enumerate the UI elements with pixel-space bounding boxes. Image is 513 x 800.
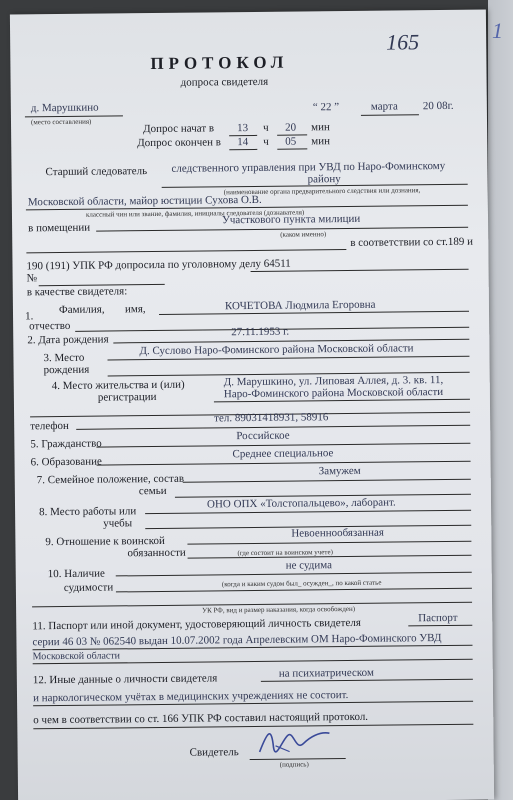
f10-label-a: 10. Наличие — [47, 567, 105, 581]
officer-label: Старший следователь — [45, 165, 148, 179]
end-minutes-unit: мин — [311, 135, 331, 148]
rank-caption: классный чин или звание, фамилия, инициалы следователя (дознавателя) — [85, 208, 305, 219]
place-value: д. Марушкино — [30, 101, 99, 115]
f4-value-line2: Наро-Фоминского района Московской области — [223, 385, 444, 401]
closing-text: о чем в соответствии со ст. 166 УПК РФ составил настоящий протокол. — [33, 710, 369, 727]
f1-value: КОЧЕТОВА Людмила Егоровна — [224, 298, 376, 313]
end-minutes: 05 — [285, 135, 297, 148]
page-number: 165 — [386, 29, 420, 55]
f3-value: Д. Суслово Наро-Фоминского района Московской области — [139, 342, 414, 358]
f7-underline — [183, 479, 471, 483]
f6-label: 6. Образование — [30, 455, 102, 469]
date-day: “ 22 ” — [312, 101, 340, 114]
f8-label-a: 8. Место работы или — [39, 505, 137, 519]
end-minutes-line — [277, 148, 307, 149]
f1-underline — [159, 311, 469, 315]
f12-line-2: и наркологическом учётах в медицинских учреждениях не состоит. — [32, 689, 349, 705]
f11-passport-line-2: Московской области — [32, 650, 121, 663]
f9-label-b: обязанности — [127, 546, 186, 560]
officer-org-line1: следственного управления при УВД по Наро-Фоминскому — [171, 159, 446, 175]
premises-caption: (каком именно) — [280, 230, 327, 239]
start-minutes-unit: мин — [311, 121, 330, 134]
f12-label: 12. Иные данные о личности свидетеля — [32, 672, 218, 687]
f6-underline — [97, 461, 471, 466]
premises-underline-2 — [26, 249, 346, 253]
end-hours-line — [229, 149, 257, 150]
f1-label-name: имя, — [124, 303, 146, 316]
start-minutes: 20 — [285, 121, 297, 134]
next-page-number: 1 — [492, 18, 503, 43]
place-caption: (место составления) — [30, 117, 92, 127]
f11-label: 11. Паспорт или иной документ, удостоверяющий личность свидетеля — [32, 616, 361, 633]
f11-underline — [408, 625, 472, 627]
f8-value: ОНО ОПХ «Толстопальцево», лаборант. — [206, 496, 396, 511]
f4-value-line1: Д. Марушкино, ул. Липовая Аллея, д. 3. кв. 11, — [223, 373, 444, 389]
f1-label-surname: Фамилия, — [58, 303, 105, 317]
protocol-page — [10, 10, 494, 800]
f10-underline-2 — [116, 588, 472, 593]
date-month-line — [361, 114, 419, 116]
f11-value: Паспорт — [418, 611, 458, 625]
f10-label-b: судимости — [63, 581, 114, 594]
document-subtitle: допроса свидетеля — [180, 75, 269, 89]
accordance-label: в соответствии со ст.189 и — [350, 235, 474, 249]
f1-number: 1. — [24, 310, 34, 323]
f1-label-patronymic: отчество — [29, 319, 71, 333]
signature-caption: (подпись) — [279, 760, 309, 769]
start-hours-unit: ч — [263, 121, 269, 134]
f12-value: на психиатрическом — [278, 666, 374, 680]
start-hours: 13 — [237, 122, 249, 135]
end-label: Допрос окончен в — [137, 136, 222, 150]
org-caption: (наименование органа предварительного следствия или дознания, — [223, 186, 421, 197]
officer-name-line: Московской области, майор юстиции Сухова О.В. — [27, 193, 262, 209]
date-month: марта — [370, 100, 398, 113]
f3-label-a: 3. Место — [43, 351, 85, 365]
officer-org-line2: району — [307, 173, 341, 186]
f5-value: Российское — [236, 429, 290, 443]
f7-label-a: 7. Семейное положение, состав — [36, 472, 185, 487]
f4-label-a: 4. Место жительства и (или) — [51, 378, 185, 393]
f10-caption: (когда и каким судом был_ осужден_, по какой статье — [221, 578, 382, 589]
f10-caption-2: УК РФ, вид и размер наказания, когда освобожден) — [202, 604, 356, 615]
date-year: 20 08г. — [422, 99, 454, 113]
article-line: 190 (191) УПК РФ допросила по уголовному делу 64511 — [26, 257, 291, 273]
f7-label-b: семьи — [138, 484, 167, 498]
f8-label-b: учебы — [103, 517, 133, 530]
f2-value: 27.11.1953 г. — [231, 325, 290, 339]
f9-label-a: 9. Отношение к воинской — [45, 534, 165, 549]
number-label: № — [26, 272, 38, 285]
premises-label: в помещении — [28, 221, 91, 235]
f9-caption: (где состоит на воинском учете) — [237, 548, 333, 558]
witness-label: Свидетель — [189, 746, 239, 759]
phone-value: тел. 89031418931, 58916 — [214, 411, 329, 425]
f4-label-b: регистрации — [97, 390, 157, 404]
f2-label: 2. Дата рождения — [27, 333, 109, 347]
premises-value: Участкового пункта милиции — [221, 212, 361, 227]
f3-label-b: рождения — [43, 363, 90, 377]
f6-value: Среднее специальное — [232, 447, 334, 461]
document-title: ПРОТОКОЛ — [150, 52, 289, 74]
f11-passport-line: серии 46 03 № 062540 выдан 10.07.2002 года Апрелевским ОМ Наро-Фоминского УВД — [32, 632, 442, 649]
end-hours: 14 — [237, 136, 249, 149]
end-hours-unit: ч — [263, 135, 269, 148]
f9-underline — [187, 541, 471, 545]
phone-label: телефон — [30, 419, 69, 433]
as-witness-label: в качестве свидетеля: — [26, 285, 128, 299]
f9-value: Невоеннообязанная — [291, 526, 384, 540]
f7-value: Замужем — [318, 464, 361, 478]
f5-label: 5. Гражданство — [30, 437, 102, 451]
start-label: Допрос начат в — [143, 122, 215, 136]
f10-value: не судима — [285, 559, 333, 572]
